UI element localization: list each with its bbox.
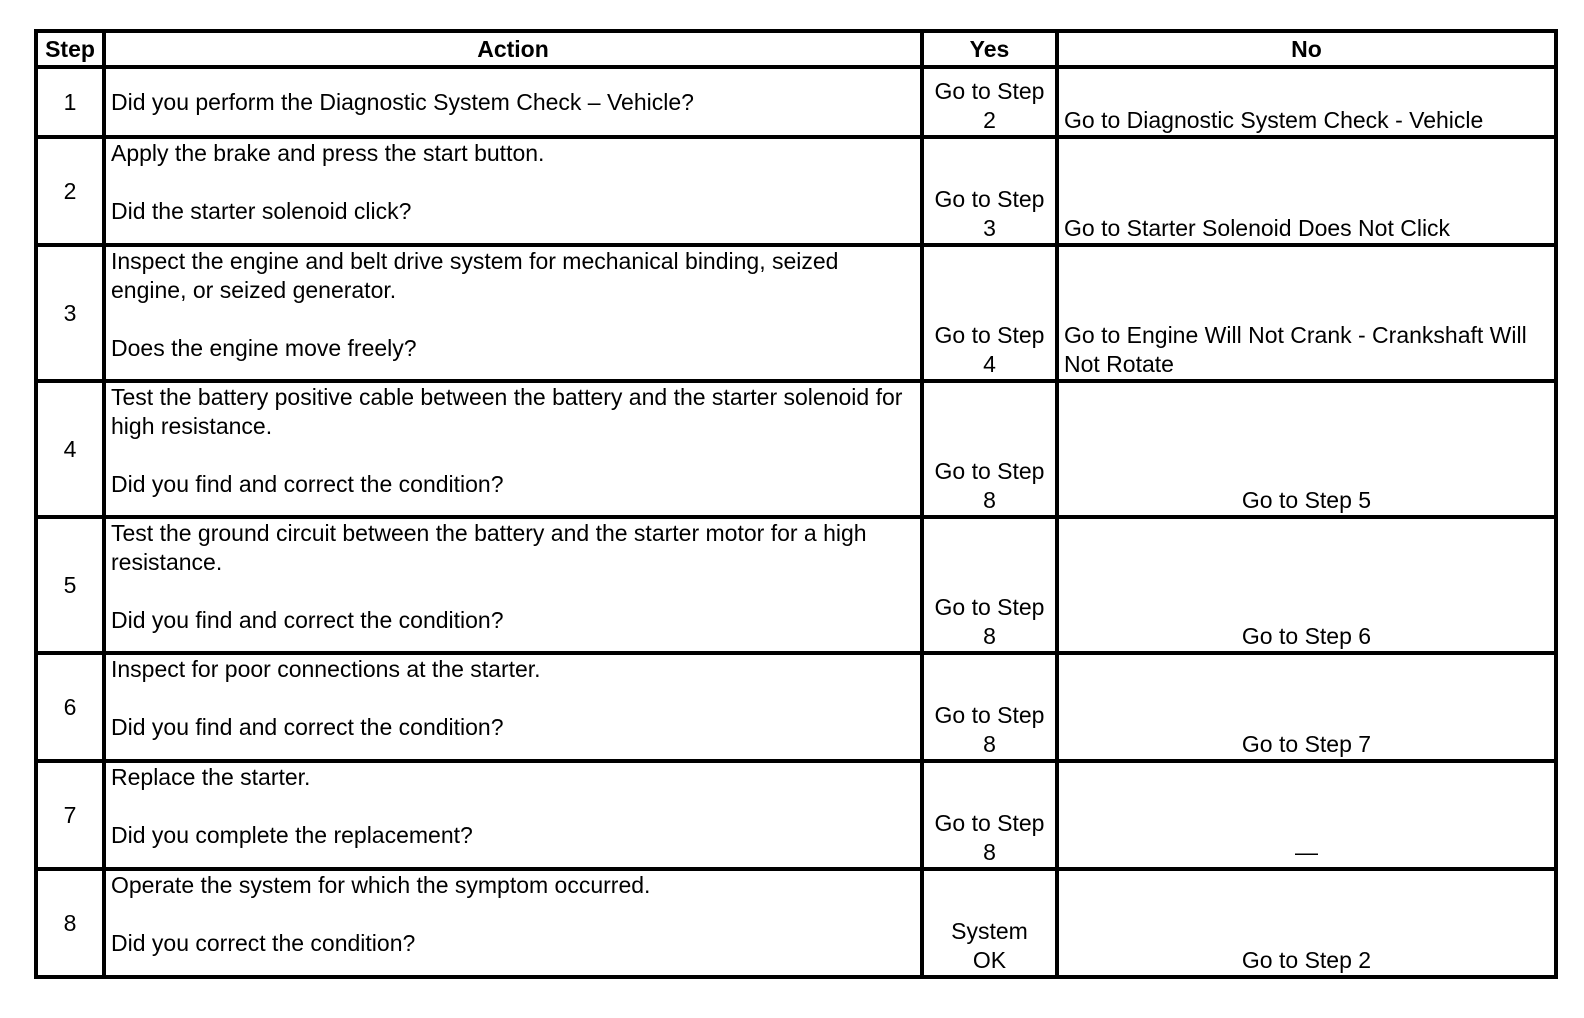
action-question: Did you correct the condition?: [111, 930, 416, 956]
step-number: 1: [36, 67, 104, 137]
table-row: [36, 653, 1556, 761]
action-question: Did you perform the Diagnostic System Check – Vehicle?: [111, 88, 694, 115]
yes-cell: [922, 653, 1057, 761]
no-cell: Go to Step 7: [1057, 653, 1556, 761]
diagnostic-table: [34, 29, 1558, 979]
step-number: 4: [36, 381, 104, 517]
yes-line2: OK: [972, 947, 1007, 973]
action-instruction: Test the battery positive cable between the battery and the starter solenoid for high resistance.: [111, 384, 903, 439]
no-cell: Go to Diagnostic System Check - Vehicle: [1057, 67, 1556, 137]
action-question: Did you find and correct the condition?: [111, 607, 504, 633]
step-number: 2: [36, 137, 104, 245]
action-question: Did you find and correct the condition?: [111, 714, 504, 740]
yes-cell: [922, 67, 1057, 137]
yes-line1: Go to Step: [934, 810, 1045, 836]
yes-cell: [922, 381, 1057, 517]
yes-line2: 8: [983, 623, 996, 649]
action-cell: [104, 653, 922, 761]
no-cell: —: [1057, 761, 1556, 869]
action-question: Did you complete the replacement?: [111, 822, 473, 848]
yes-line1: Go to Step: [934, 186, 1045, 212]
action-cell: [104, 381, 922, 517]
no-cell: Go to Step 5: [1057, 381, 1556, 517]
table-row: [36, 67, 1556, 137]
yes-line1: Go to Step: [934, 322, 1045, 348]
yes-cell: [922, 137, 1057, 245]
yes-line2: 8: [983, 731, 996, 757]
header-row: [36, 31, 1556, 67]
action-instruction: Apply the brake and press the start button.: [111, 140, 545, 166]
table-row: [36, 381, 1556, 517]
step-number: 5: [36, 517, 104, 653]
yes-cell: [922, 517, 1057, 653]
action-instruction: Test the ground circuit between the battery and the starter motor for a high resistance.: [111, 520, 867, 575]
yes-line1: Go to Step: [934, 594, 1045, 620]
table-row: [36, 761, 1556, 869]
yes-line2: 2: [983, 107, 996, 133]
action-instruction: Inspect the engine and belt drive system for mechanical binding, seized engine, or seized generator.: [111, 248, 839, 303]
action-cell: [104, 137, 922, 245]
action-cell: [104, 869, 922, 977]
yes-line1: Go to Step: [934, 458, 1045, 484]
header-yes: Yes: [922, 31, 1057, 67]
yes-line2: 4: [983, 351, 996, 377]
no-cell: Go to Starter Solenoid Does Not Click: [1057, 137, 1556, 245]
step-number: 8: [36, 869, 104, 977]
action-instruction: Operate the system for which the symptom occurred.: [111, 872, 651, 898]
action-instruction: Replace the starter.: [111, 764, 311, 790]
action-instruction: Inspect for poor connections at the starter.: [111, 656, 541, 682]
table-row: [36, 517, 1556, 653]
header-step: Step: [36, 31, 104, 67]
step-number: 6: [36, 653, 104, 761]
yes-cell: [922, 869, 1057, 977]
table-row: [36, 245, 1556, 381]
yes-line2: 8: [983, 839, 996, 865]
yes-line1: Go to Step: [934, 702, 1045, 728]
action-question: Did the starter solenoid click?: [111, 198, 412, 224]
action-question: Does the engine move freely?: [111, 335, 417, 361]
yes-cell: [922, 761, 1057, 869]
action-cell: [104, 245, 922, 381]
table-row: [36, 869, 1556, 977]
no-cell: Go to Engine Will Not Crank - Crankshaft Will Not Rotate: [1057, 245, 1556, 381]
yes-line2: 3: [983, 215, 996, 241]
action-question: Did you find and correct the condition?: [111, 471, 504, 497]
step-number: 7: [36, 761, 104, 869]
action-cell: [104, 517, 922, 653]
no-cell: Go to Step 6: [1057, 517, 1556, 653]
step-number: 3: [36, 245, 104, 381]
yes-line1: System: [951, 918, 1028, 944]
header-action: Action: [104, 31, 922, 67]
no-cell: Go to Step 2: [1057, 869, 1556, 977]
yes-cell: [922, 245, 1057, 381]
yes-line2: 8: [983, 487, 996, 513]
header-no: No: [1057, 31, 1556, 67]
yes-line1: Go to Step: [934, 78, 1045, 104]
action-cell: [104, 67, 922, 137]
action-cell: [104, 761, 922, 869]
table-row: [36, 137, 1556, 245]
